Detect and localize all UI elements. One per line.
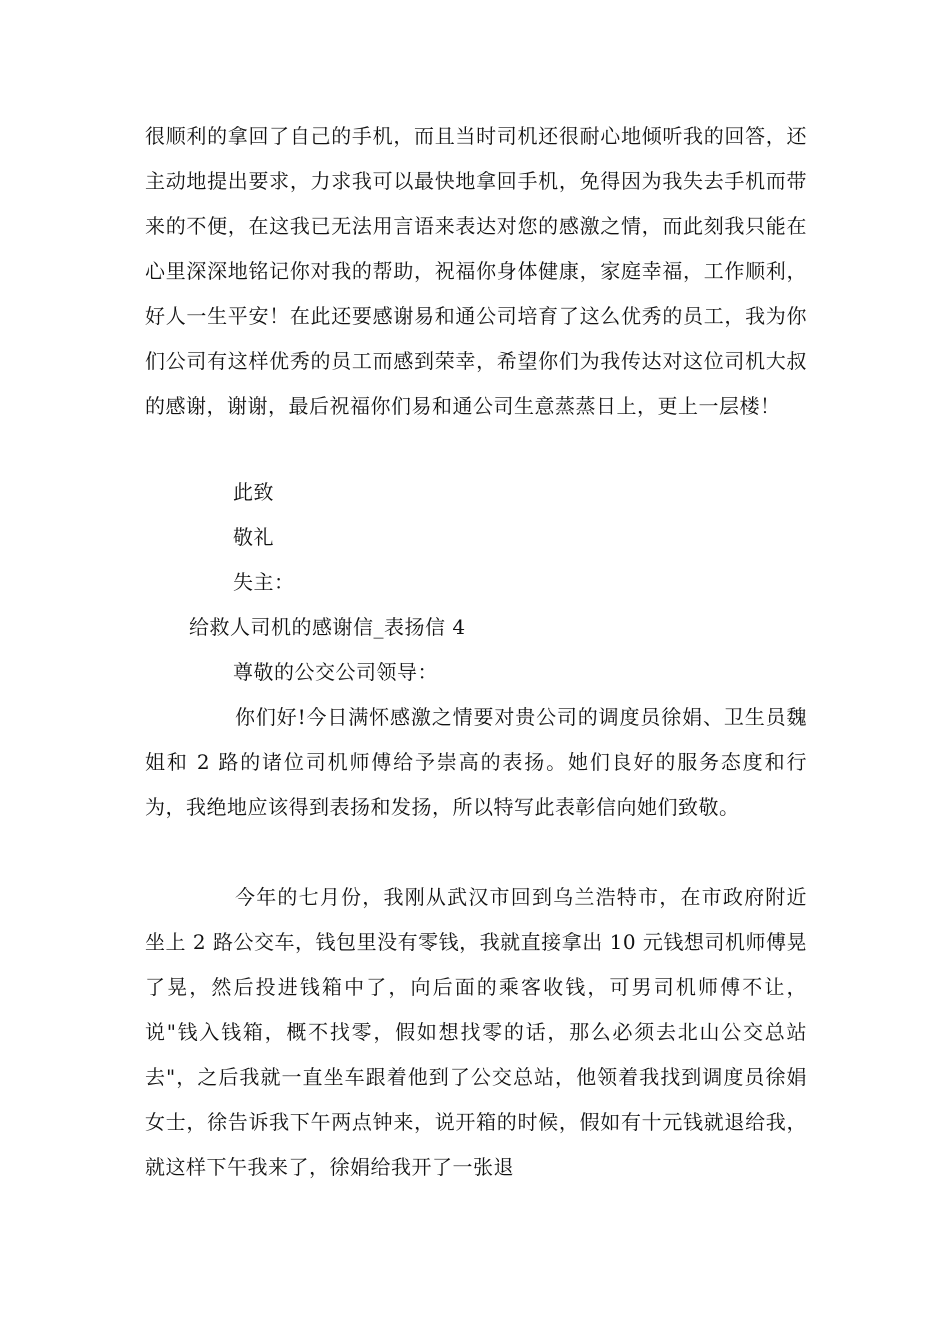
- paragraph-praise: 你们好!今日满怀感激之情要对贵公司的调度员徐娟、卫生员魏姐和 2 路的诸位司机师傅给予崇高的表扬。她们良好的服务态度和行为，我绝地应该得到表扬和发扬，所以特写此表彰信向她们致敬。: [145, 705, 807, 819]
- signature: 失主：: [233, 570, 295, 594]
- section-title: 给救人司机的感谢信_表扬信 4: [189, 615, 466, 639]
- salutation: 尊敬的公交公司领导：: [233, 660, 438, 684]
- paragraph-story: 今年的七月份，我刚从武汉市回到乌兰浩特市，在市政府附近坐上 2 路公交车，钱包里没有零钱，我就直接拿出 10 元钱想司机师傅晃了晃，然后投进钱箱中了，向后面的乘客收钱，可男司机师傅不让，说"钱入钱箱，概不找零，假如想找零的话，那么必须去北山公交总站去"，之后我就一直坐车跟着他到了公交总站，他领着我找到调度员徐娟女士，徐告诉我下午两点钟来，说开箱的时候，假如有十元钱就退给我，就这样下午我来了，徐娟给我开了一张退: [145, 885, 807, 1179]
- closing-salute: 敬礼: [233, 525, 274, 549]
- closing-greeting: 此致: [233, 480, 274, 504]
- paragraph-continued: 很顺利的拿回了自己的手机，而且当时司机还很耐心地倾听我的回答，还主动地提出要求，力求我可以最快地拿回手机，免得因为我失去手机而带来的不便，在这我已无法用言语来表达对您的感激之情，而此刻我只能在心里深深地铭记你对我的帮助，祝福你身体健康，家庭幸福，工作顺利，好人一生平安！在此还要感谢易和通公司培育了这么优秀的员工，我为你们公司有这样优秀的员工而感到荣幸，希望你们为我传达对这位司机大叔的感谢，谢谢，最后祝福你们易和通公司生意蒸蒸日上，更上一层楼！: [145, 124, 807, 418]
